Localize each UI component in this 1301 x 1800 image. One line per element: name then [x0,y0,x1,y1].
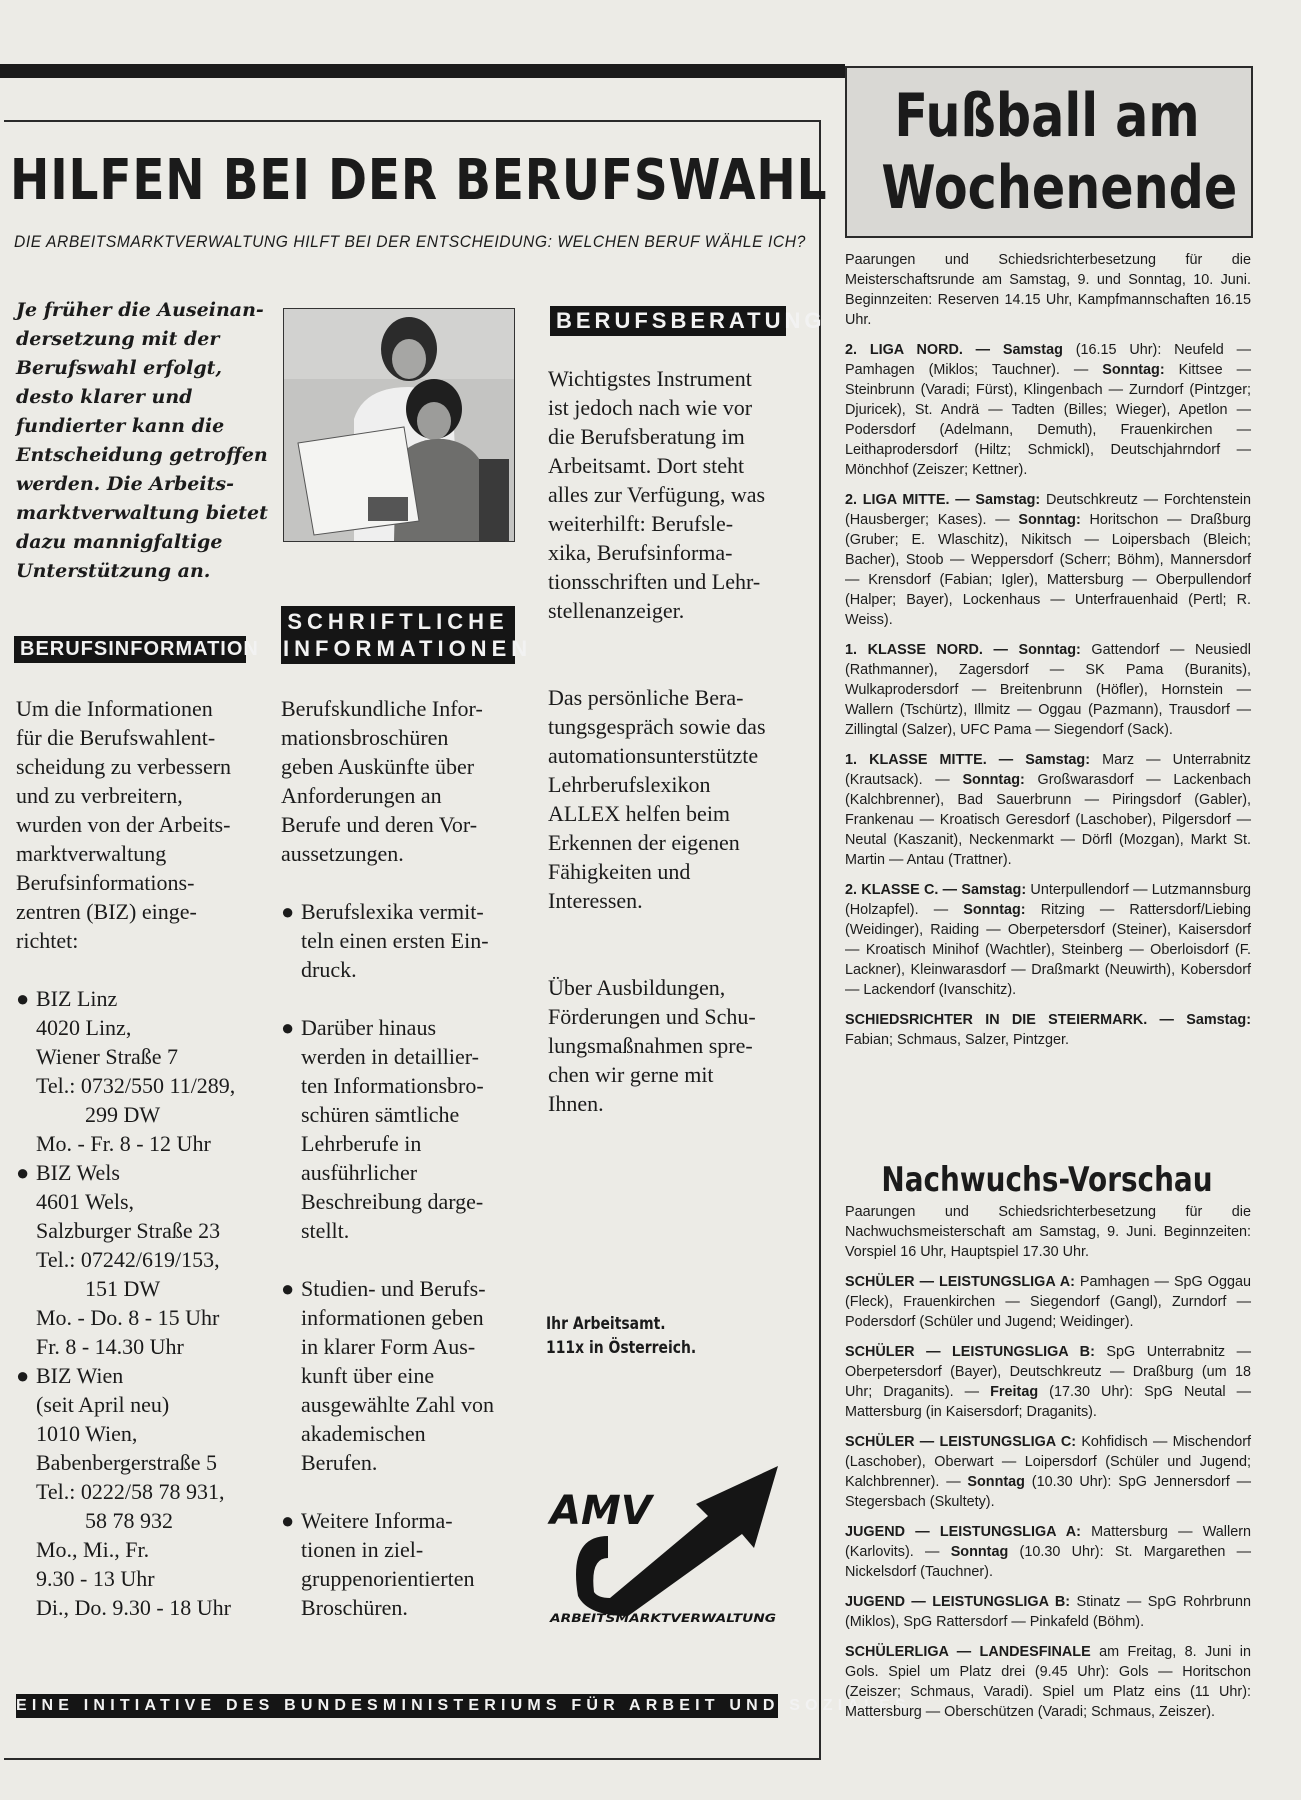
day-label: Samstag: [975,492,1041,508]
bullet-icon: ● [16,1160,30,1185]
text-line: Darüber hinaus [301,1015,437,1040]
fixture-text: Ritzing — Rattersdorf/Liebing (Weidinger), Raiding — Oberpetersdorf (Steiner), Kaisersdorf — Kroatisch Minihof (Wachtler), Steinberg — Oberloisdorf (F. Lackner), Kleinwarasdorf — Draßmarkt (Neuwirth), Kobersdorf — Lackendorf (Ivanschitz). [845,902,1251,998]
fixture-heading: JUGEND — LEISTUNGSLIGA B: [845,1594,1071,1610]
biz-wien [16,1361,256,1390]
fixture-heading: 2. LIGA NORD. — [845,342,991,358]
football-title [845,80,1249,224]
fixture-heading: 2. LIGA MITTE. — [845,492,970,508]
youth-intro: Paarungen und Schiedsrichterbesetzung für die Nachwuchsmeisterschaft am Samstag, 9. Juni. Beginnzeiten: Vorspiel 16 Uhr, Hauptspiel 17.30 Uhr. [845,1204,1251,1260]
fixture-paragraph [845,1432,1251,1512]
bullet-item [281,1274,521,1303]
fixture-heading: SCHÜLER — LEISTUNGSLIGA C: [845,1434,1077,1450]
logo-caption: ARBEITSMARKTVERWALTUNG [548,1611,776,1625]
fixture-text: Kittsee — Steinbrunn (Varadi; Fürst), Klingenbach — Zurndorf (Pintzger; Djuricek), St. Andrä — Tadten (Billes; Wieger), Apetlon — Podersdorf (Adelmann, Demuth), Frauenkirchen — Leithaprodersdorf (Hiltz; Schmickl), Deutschjahrndorf — Mönchhof (Zeiszer; Kettner). [845,362,1251,478]
intro-line: dazu mannigfaltige [16,531,223,553]
text-line: die Berufsberatung im [548,424,745,449]
fixture-text: Gattendorf — Neusiedl (Rathmanner), Zagersdorf — SK Pama (Buranits), Wulkaprodersdorf — Breitenbrunn (Höfler), Hornstein — Wallern (Tschürtz), Illmitz — Oggau (Pazmann), Trausdorf — Zillingtal (Salzer), UFC Pama — Siegendorf (Sack). [845,642,1251,738]
text-line: automationsunterstützte [548,743,759,768]
biz-wels [16,1158,256,1187]
ad-title: HILFEN BEI DER BERUFSWAHL [10,148,828,213]
text-line: lungsmaßnahmen spre- [548,1033,753,1058]
text-line: Interessen. [548,888,643,913]
fixture-text: Marz — Unterrabnitz (Krautsack). — [845,752,1251,788]
ad-subtitle: DIE ARBEITSMARKTVERWALTUNG HILFT BEI DER ENTSCHEIDUNG: WELCHEN BERUF WÄHLE ICH? [14,232,806,251]
address-line: (seit April neu) [36,1392,170,1417]
text-line: druck. [301,957,357,982]
fixture-text: Horitschon — Draßburg (Gruber; E. Wlaschitz), Nikitsch — Loipersbach (Bleich; Bacher), Stoob — Weppersdorf (Scherr; Böhm), Mannersdorf — Krensdorf (Fabian; Igler), Mattersburg — Oberpullendorf (Halper; Bayer), Lockenhaus — Unterfrauenhaid (Pertl; R. Weiss). [845,512,1251,628]
label-line: SCHRIFTLICHE [287,609,509,634]
text-line: ausführlicher [301,1160,418,1185]
address-line: 1010 Wien, [36,1421,138,1446]
bullet-item [281,1013,521,1042]
address-line: Salzburger Straße 23 [36,1218,221,1243]
text-line: Berufsinformations- [16,870,195,895]
day-label: Sonntag: [1018,642,1081,658]
fixture-paragraph [845,1642,1251,1722]
intro-line: werden. Die Arbeits- [16,473,234,495]
text-line: ten Informationsbro- [301,1073,484,1098]
label-schriftliche-informationen [281,606,533,664]
fixture-text: am Freitag, 8. Juni in Gols. Spiel um Platz drei (9.45 Uhr): Gols — Horitschon (Zeiszer; Schmaus, Varadi). Spiel um Platz eins (11 Uhr): Mattersburg — Oberschützen (Varadi; Schmaus, Zeiszer). [845,1644,1251,1720]
fixture-paragraph [845,880,1251,1000]
fixture-text: SpG Unterrabnitz — Oberpetersdorf (Bayer), Deutschkreutz — Draßburg (um 18 Uhr; Draganits). — [845,1344,1251,1400]
day-label: Samstag: [1025,752,1091,768]
text-line: ist jedoch nach wie vor [548,395,753,420]
intro-line: fundierter kann die [16,415,225,437]
day-label: Sonntag [967,1474,1025,1490]
text-line: weiterhilft: Berufsle- [548,511,734,536]
text-line: tionsschriften und Lehr- [548,569,761,594]
phone-line: 299 DW [85,1102,161,1127]
text-line: Berufslexika vermit- [301,899,484,924]
phone-line: Tel.: 0222/58 78 931, [36,1479,225,1504]
intro-line: Berufswahl erfolgt, [16,357,222,379]
phone-line: 151 DW [85,1276,161,1301]
text-line: tungsgespräch sowie das [548,714,766,739]
text-line: Förderungen und Schu- [548,1004,756,1029]
text-line: schüren sämtliche [301,1102,460,1127]
fixture-text: Deutschkreutz — Forchtenstein (Hausberger; Kases). — [845,492,1252,528]
text-line: Berufe und deren Vor- [281,812,478,837]
text-line: chen wir gerne mit [548,1062,714,1087]
text-line: Studien- und Berufs- [301,1276,486,1301]
bullet-icon: ● [281,1508,295,1533]
bullet-icon: ● [281,1015,295,1040]
top-rule [0,64,845,78]
text-line: Erkennen der eigenen [548,830,740,855]
signature-line: Ihr Arbeitsamt. [546,1314,666,1334]
day-label: Sonntag: [1018,512,1081,528]
text-line: ausgewählte Zahl von [301,1392,495,1417]
title-text: Nachwuchs-Vorschau [881,1160,1213,1200]
fixture-heading: SCHIEDSRICHTER IN DIE STEIERMARK. — [845,1012,1174,1028]
title-line: Wochenende [881,153,1238,223]
text-line: Weitere Informa- [301,1508,453,1533]
hours-line: Mo., Mi., Fr. [36,1537,150,1562]
intro-line: Je früher die Auseinan- [16,299,264,321]
day-label: Sonntag: [1102,362,1165,378]
fixture-paragraph [845,1592,1251,1632]
text-line: Beschreibung darge- [301,1189,484,1214]
text-line: Über Ausbildungen, [548,975,726,1000]
logo-letters: AMV [550,1488,652,1534]
fixture-text: Stinatz — SpG Rohrbrunn (Miklos), SpG Rattersdorf — Pinkafeld (Böhm). [845,1594,1251,1630]
youth-fixtures [845,1202,1251,1732]
hours-line: Mo. - Fr. 8 - 12 Uhr [36,1131,211,1156]
intro-line: marktverwaltung bietet [16,502,268,524]
text-line: und zu verbreitern, [16,783,183,808]
fixture-text: (10.30 Uhr): SpG Jennersdorf — Stegersbach (Skultety). [845,1474,1251,1510]
text-line: ALLEX helfen beim [548,801,731,826]
text-line: Anforderungen an [281,783,442,808]
photo-girls-reading-brochure [283,308,515,542]
biz-name: BIZ Linz [36,986,118,1011]
intro-line: dersetzung mit der [16,328,220,350]
text-line: stellenanzeiger. [548,598,685,623]
fixture-heading: JUGEND — LEISTUNGSLIGA A: [845,1524,1081,1540]
youth-title [845,1160,1249,1200]
text-line: Broschüren. [301,1595,408,1620]
day-label: Samstag [1002,342,1063,358]
text-line: informationen geben [301,1305,484,1330]
intro-line: desto klarer und [16,386,193,408]
column-berufsinformation [16,694,256,1622]
text-line: Arbeitsamt. Dort steht [548,453,745,478]
text-line: geben Auskünfte über [281,754,475,779]
fixture-text: Mattersburg — Wallern (Karlovits). — [845,1524,1251,1560]
fixture-paragraph [845,640,1251,740]
day-label: Samstag: [961,882,1027,898]
day-label: Sonntag [950,1544,1009,1560]
phone-line: Tel.: 07242/619/153, [36,1247,220,1272]
biz-name: BIZ Wien [36,1363,124,1388]
ad-intro [16,296,268,586]
fixture-text: (16.15 Uhr): Neufeld — Pamhagen (Miklos; Tauchner). — [845,342,1251,378]
text-line: gruppenorientierten [301,1566,475,1591]
text-line: Das persönliche Bera- [548,685,744,710]
fixture-paragraph [845,1342,1251,1422]
column-berufsberatung [548,364,788,1118]
day-label: Sonntag: [962,772,1025,788]
text-line: richtet: [16,928,79,953]
fixture-heading: 1. KLASSE MITTE. — [845,752,1014,768]
text-line: mationsbroschüren [281,725,449,750]
football-intro: Paarungen und Schiedsrichterbesetzung für die Meisterschaftsrunde am Samstag, 9. und Sonntag, 10. Juni. Beginnzeiten: Reserven 14.15 Uhr, Kampfmannschaften 16.15 Uhr. [845,252,1251,328]
text-line: wurden von der Arbeits- [16,812,231,837]
text-line: teln einen ersten Ein- [301,928,489,953]
fixture-heading: 1. KLASSE NORD. — [845,642,1008,658]
text-line: Lehrberufslexikon [548,772,711,797]
football-fixtures [845,250,1251,1060]
fixture-paragraph [845,1010,1251,1050]
address-line: Babenbergerstraße 5 [36,1450,218,1475]
phone-line: Tel.: 0732/550 11/289, [36,1073,236,1098]
text-line: Berufen. [301,1450,378,1475]
day-label: Freitag [990,1384,1039,1400]
bullet-icon: ● [16,1363,30,1388]
fixture-text: Kohfidisch — Mischendorf (Laschober), Oberwart — Loipersdorf (Schüler und Jugend; Kalchbrenner). — [845,1434,1251,1490]
title-line: Fußball am [894,81,1200,151]
fixture-text: Fabian; Schmaus, Salzer, Pintzger. [845,1032,1069,1048]
text-line: für die Berufswahlent- [16,725,216,750]
fixture-heading: SCHÜLERLIGA — LANDESFINALE [845,1644,1091,1660]
label-line: INFORMATIONEN [283,636,533,661]
fixture-text: Unterpullendorf — Lutzmannsburg (Holzapfel). — [845,882,1251,918]
text-line: kunft über eine [301,1363,435,1388]
intro-line: Entscheidung getroffen [16,444,268,466]
hours-line: 9.30 - 13 Uhr [36,1566,155,1591]
text-line: marktverwaltung [16,841,167,866]
text-line: stellt. [301,1218,350,1243]
text-line: xika, Berufsinforma- [548,540,733,565]
text-line: in klarer Form Aus- [301,1334,476,1359]
text-line: Fähigkeiten und [548,859,691,884]
text-line: Lehrberufe in [301,1131,422,1156]
text-line: Berufskundliche Infor- [281,696,483,721]
fixture-paragraph [845,490,1251,630]
label-berufsberatung: BERUFSBERATUNG [550,306,786,336]
biz-linz [16,984,256,1013]
bullet-icon: ● [281,1276,295,1301]
text-line: scheidung zu verbessern [16,754,232,779]
fixture-text: Großwarasdorf — Lackenbach (Kalchbrenner), Bad Sauerbrunn — Piringsdorf (Gabler), Frankenau — Kroatisch Geresdorf (Laschober), Pilgersdorf — Neutal (Kaszanit), Neckenmarkt — Dörfl (Mozgan), Markt St. Martin — Antau (Trattner). [845,772,1251,868]
phone-line: 58 78 932 [85,1508,173,1533]
hours-line: Mo. - Do. 8 - 15 Uhr [36,1305,220,1330]
address-line: Wiener Straße 7 [36,1044,179,1069]
bullet-icon: ● [281,899,295,924]
biz-name: BIZ Wels [36,1160,120,1185]
text-line: akademischen [301,1421,426,1446]
bullet-item [281,1506,521,1535]
text-line: alles zur Verfügung, was [548,482,766,507]
fixture-text: (17.30 Uhr): SpG Neutal — Mattersburg (in Kaisersdorf; Draganits). [845,1384,1251,1420]
fixture-paragraph [845,750,1251,870]
fixture-paragraph [845,1522,1251,1582]
column-schriftliche-informationen [281,694,521,1622]
text-line: Ihnen. [548,1091,604,1116]
fixture-heading: SCHÜLER — LEISTUNGSLIGA B: [845,1344,1095,1360]
day-label: Samstag: [1186,1012,1251,1028]
fixture-text: Pamhagen — SpG Oggau (Fleck), Frauenkirchen — Siegendorf (Gangl), Zurndorf — Podersdorf (Schüler und Jugend; Weidinger). [845,1274,1251,1330]
text-line: Wichtigstes Instrument [548,366,752,391]
amv-logo [548,1466,782,1626]
fixture-heading: SCHÜLER — LEISTUNGSLIGA A: [845,1274,1075,1290]
text-line: tionen in ziel- [301,1537,424,1562]
fixture-heading: 2. KLASSE C. — [845,882,958,898]
bullet-icon: ● [16,986,30,1011]
text-line: aussetzungen. [281,841,404,866]
text-line: zentren (BIZ) einge- [16,899,197,924]
fixture-paragraph [845,1272,1251,1332]
bullet-item [281,897,521,926]
hours-line: Fr. 8 - 14.30 Uhr [36,1334,184,1359]
day-label: Sonntag: [963,902,1026,918]
fixture-text: (10.30 Uhr): St. Margarethen — Nickelsdorf (Tauchner). [845,1544,1251,1580]
label-berufsinformation: BERUFSINFORMATION [14,636,246,663]
fixture-paragraph [845,340,1251,480]
intro-line: Unterstützung an. [16,560,211,582]
text-line: werden in detaillier- [301,1044,479,1069]
ad-footer-strip: EINE INITIATIVE DES BUNDESMINISTERIUMS FÜR ARBEIT UND SOZIALES [16,1694,778,1718]
ad-signature [546,1312,696,1360]
text-line: Um die Informationen [16,696,213,721]
address-line: 4601 Wels, [36,1189,135,1214]
signature-line: 111x in Österreich. [546,1338,697,1358]
hours-line: Di., Do. 9.30 - 18 Uhr [36,1595,231,1620]
address-line: 4020 Linz, [36,1015,132,1040]
